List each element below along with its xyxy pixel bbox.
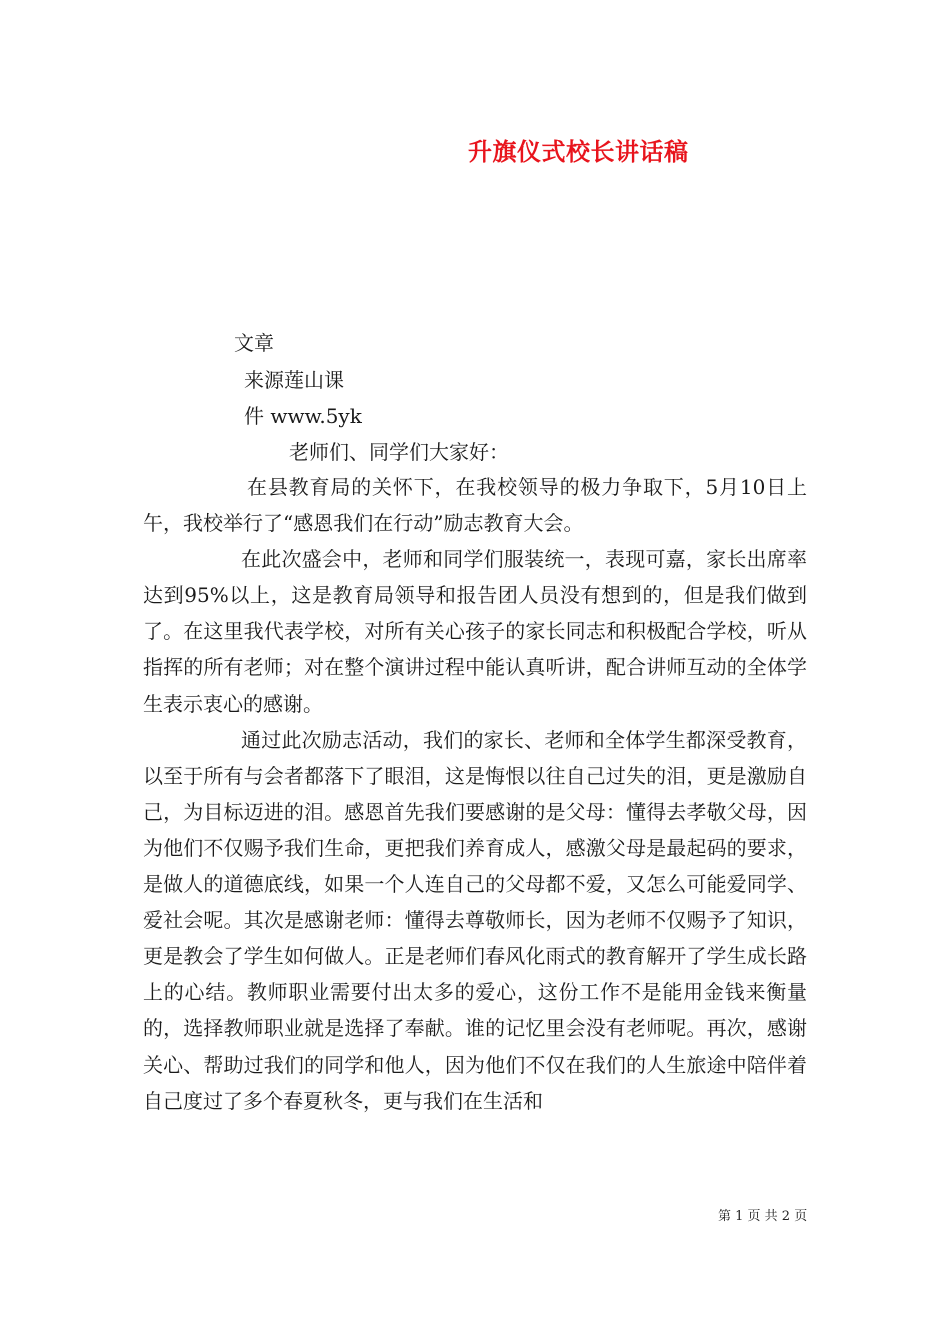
meta-line-article: 文章 [234, 331, 274, 355]
meta-line-url: 件 www.5yk [244, 404, 362, 428]
document-title: 升旗仪式校长讲话稿 [468, 137, 689, 166]
paragraph-2: 在此次盛会中，老师和同学们服装统一，表现可嘉，家长出席率达到95%以上，这是教育局领导和报告团人员没有想到的，但是我们做到了。在这里我代表学校，对所有关心孩子的家长同志和积极配合学校，听从指挥的所有老师；对在整个演讲过程中能认真听讲，配合讲师互动的全体学生表示衷心的感谢。 [143, 547, 807, 716]
paragraph-1: 在县教育局的关怀下，在我校领导的极力争取下，5月10日上午，我校举行了“感恩我们在行动”励志教育大会。 [143, 475, 807, 536]
paragraph-3: 通过此次励志活动，我们的家长、老师和全体学生都深受教育，以至于所有与会者都落下了眼泪，这是悔恨以往自己过失的泪，更是激励自己，为目标迈进的泪。感恩首先我们要感谢的是父母：懂得去孝敬父母，因为他们不仅赐予我们生命，更把我们养育成人，感激父母是最起码的要求，是做人的道德底线，如果一个人连自己的父母都不爱，又怎么可能爱同学、爱社会呢。其次是感谢老师：懂得去尊敬师长，因为老师不仅赐予了知识，更是教会了学生如何做人。正是老师们春风化雨式的教育解开了学生成长路上的心结。教师职业需要付出太多的爱心，这份工作不是能用金钱来衡量的，选择教师职业就是选择了奉献。谁的记忆里会没有老师呢。再次，感谢关心、帮助过我们的同学和他人，因为他们不仅在我们的人生旅途中陪伴着自己度过了多个春夏秋冬，更与我们在生活和 [143, 727, 807, 1113]
page-footer: 第 1 页 共 2 页 [718, 1209, 808, 1224]
body-text [143, 469, 807, 1119]
greeting-line: 老师们、同学们大家好： [289, 440, 509, 464]
meta-line-source: 来源莲山课 [244, 368, 344, 392]
